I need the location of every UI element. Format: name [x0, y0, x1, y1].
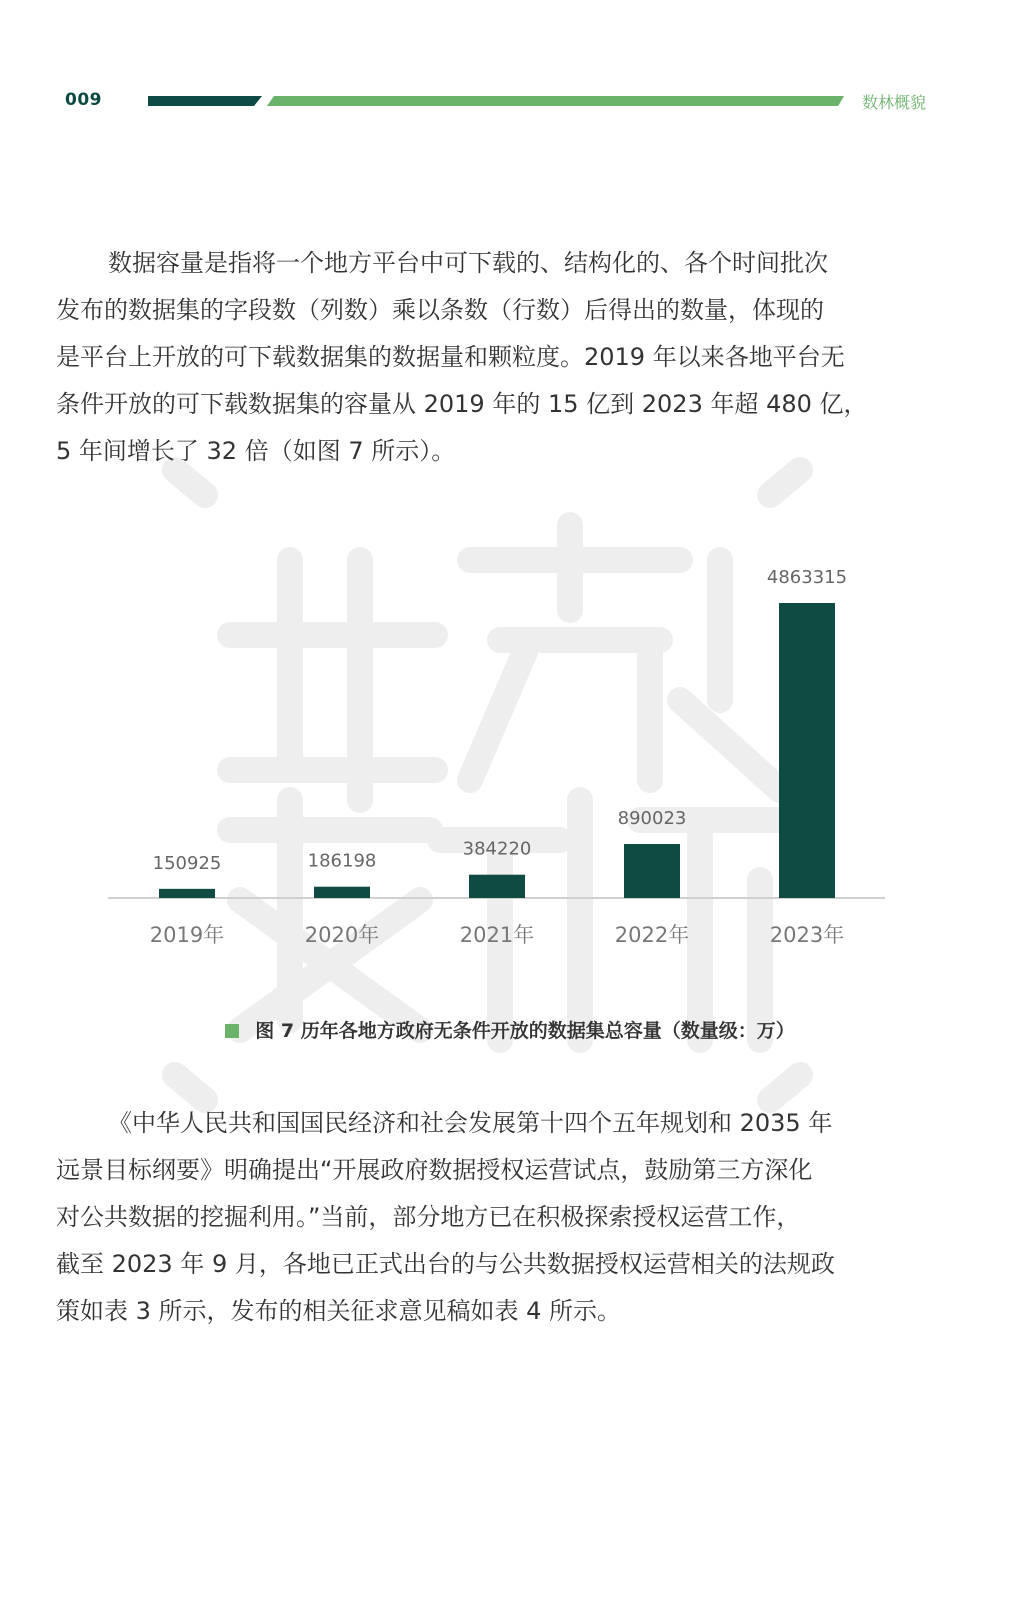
paragraph-line: 远景目标纲要》明确提出“开展政府数据授权运营试点，鼓励第三方深化 [56, 1156, 813, 1184]
x-tick-label: 2022年 [614, 923, 690, 947]
x-tick-label: 2019年 [149, 923, 225, 947]
bar-2022年 [624, 844, 680, 898]
bar-value-label: 384220 [462, 838, 532, 860]
bar-value-label: 890023 [617, 808, 687, 830]
paragraph-line: 数据容量是指将一个地方平台中可下载的、结构化的、各个时间批次 [108, 249, 828, 277]
paragraph-line: 《中华人民共和国国民经济和社会发展第十四个五年规划和 2035 年 [108, 1109, 833, 1137]
policy-paragraph [56, 1100, 936, 1335]
paragraph-line: 发布的数据集的字段数（列数）乘以条数（行数）后得出的数量，体现的 [56, 296, 824, 324]
bar-value-label: 150925 [152, 852, 222, 874]
caption-text: 图 7 历年各地方政府无条件开放的数据集总容量（数量级：万） [255, 1020, 795, 1042]
bar-2021年 [469, 875, 525, 898]
paragraph-line: 条件开放的可下载数据集的容量从 2019 年的 15 亿到 2023 年超 480 亿， [56, 390, 868, 418]
x-tick-label: 2023年 [769, 923, 845, 947]
figure-caption [0, 1016, 1020, 1043]
paragraph-line: 5 年间增长了 32 倍（如图 7 所示）。 [56, 437, 456, 465]
page-number: 009 [65, 90, 102, 110]
paragraph-line: 策如表 3 所示，发布的相关征求意见稿如表 4 所示。 [56, 1297, 622, 1325]
caption-marker [225, 1024, 239, 1038]
paragraph-line: 截至 2023 年 9 月，各地已正式出台的与公共数据授权运营相关的法规政 [56, 1250, 835, 1278]
bar-2023年 [779, 603, 835, 898]
section-title: 数林概貌 [862, 93, 927, 112]
bar-value-label: 186198 [307, 850, 377, 872]
paragraph-line: 对公共数据的挖掘利用。”当前，部分地方已在积极探索授权运营工作， [56, 1203, 801, 1231]
bar-2019年 [159, 889, 215, 898]
bar-value-label: 4863315 [766, 567, 848, 588]
bar-2020年 [314, 887, 370, 898]
x-tick-label: 2021年 [459, 923, 535, 947]
paragraph-line: 是平台上开放的可下载数据集的数据量和颗粒度。2019 年以来各地平台无 [56, 343, 845, 371]
x-tick-label: 2020年 [304, 923, 380, 947]
